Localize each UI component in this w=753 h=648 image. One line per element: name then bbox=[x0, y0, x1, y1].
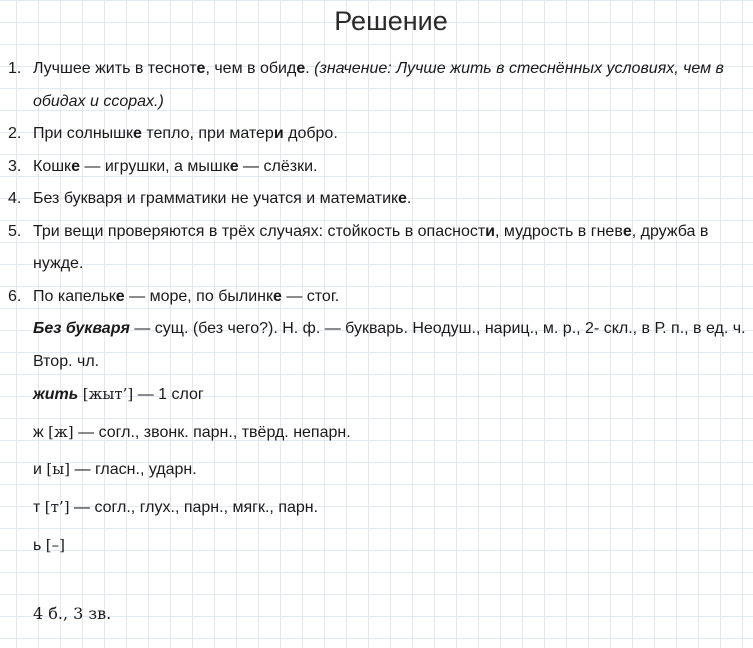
letter: т bbox=[33, 499, 41, 516]
proverb-text: Три вещи проверяются в трёх случаях: стойкость в опасности, мудрость в гневе, дружба в нужде. bbox=[33, 222, 709, 272]
sounds-count: 3 зв. bbox=[73, 604, 112, 623]
proverb-text: При солнышке тепло, при матери добро. bbox=[33, 125, 338, 142]
list-item bbox=[8, 151, 748, 184]
item-number: 2. bbox=[8, 125, 22, 142]
list-item bbox=[8, 281, 748, 314]
letter: ж bbox=[33, 424, 44, 441]
sound-description: — согл., звонк. парн., твёрд. непарн. bbox=[73, 424, 351, 441]
sound-description: — согл., глух., парн., мягк., парн. bbox=[69, 499, 319, 516]
item-number: 4. bbox=[8, 190, 22, 207]
item-number: 6. bbox=[8, 287, 22, 305]
list-item bbox=[8, 183, 748, 216]
noun-analysis bbox=[33, 313, 748, 378]
transcription: [жыт’] bbox=[82, 385, 134, 403]
list-item bbox=[8, 216, 748, 281]
analyzed-word: жить bbox=[33, 386, 79, 403]
phonetic-line bbox=[33, 529, 748, 563]
letter: и bbox=[33, 461, 42, 478]
item-number: 1. bbox=[8, 60, 22, 77]
analyzed-word: Без букваря bbox=[33, 320, 130, 337]
phonetic-line bbox=[33, 453, 748, 487]
letter: ь bbox=[33, 537, 42, 554]
proverb-meaning: (значение: Лучше жить в стеснённых условиях, чем в обидах и ссорах.) bbox=[33, 60, 724, 110]
summary: 4 б., 3 зв. bbox=[33, 604, 112, 623]
letters-count: 4 б. bbox=[33, 604, 63, 623]
sound: [ж] bbox=[48, 423, 74, 441]
analysis-description: — сущ. (без чего?). Н. ф. — букварь. Неодуш., нариц., м. р., 2- скл., в Р. п., в ед. ч. Втор. чл. bbox=[33, 320, 746, 370]
phonetic-line bbox=[33, 416, 748, 450]
proverb-text: По капельке — море, по былинке — стог. bbox=[33, 287, 340, 305]
sound: [т’] bbox=[44, 498, 70, 516]
syllable-count: — 1 слог bbox=[133, 386, 204, 403]
item-number: 5. bbox=[8, 222, 22, 240]
phonetic-line bbox=[33, 491, 748, 525]
list-item bbox=[8, 118, 748, 151]
sound-description: — гласн., ударн. bbox=[70, 461, 197, 478]
item-number: 3. bbox=[8, 157, 22, 175]
sound: [–] bbox=[45, 536, 66, 554]
phonetic-header bbox=[33, 378, 748, 412]
list-item bbox=[8, 53, 748, 118]
proverb-text: Лучшее жить в тесноте, чем в обиде. (значение: Лучше жить в стеснённых условиях, чем в обидах и ссорах.) bbox=[33, 60, 724, 110]
sound: [ы] bbox=[46, 460, 71, 478]
proverb-text: Кошке — игрушки, а мышке — слёзки. bbox=[33, 157, 318, 175]
proverb-text: Без букваря и грамматики не учатся и математике. bbox=[33, 190, 412, 207]
proverbs-list bbox=[8, 53, 748, 313]
page-title: Решение bbox=[334, 6, 448, 36]
